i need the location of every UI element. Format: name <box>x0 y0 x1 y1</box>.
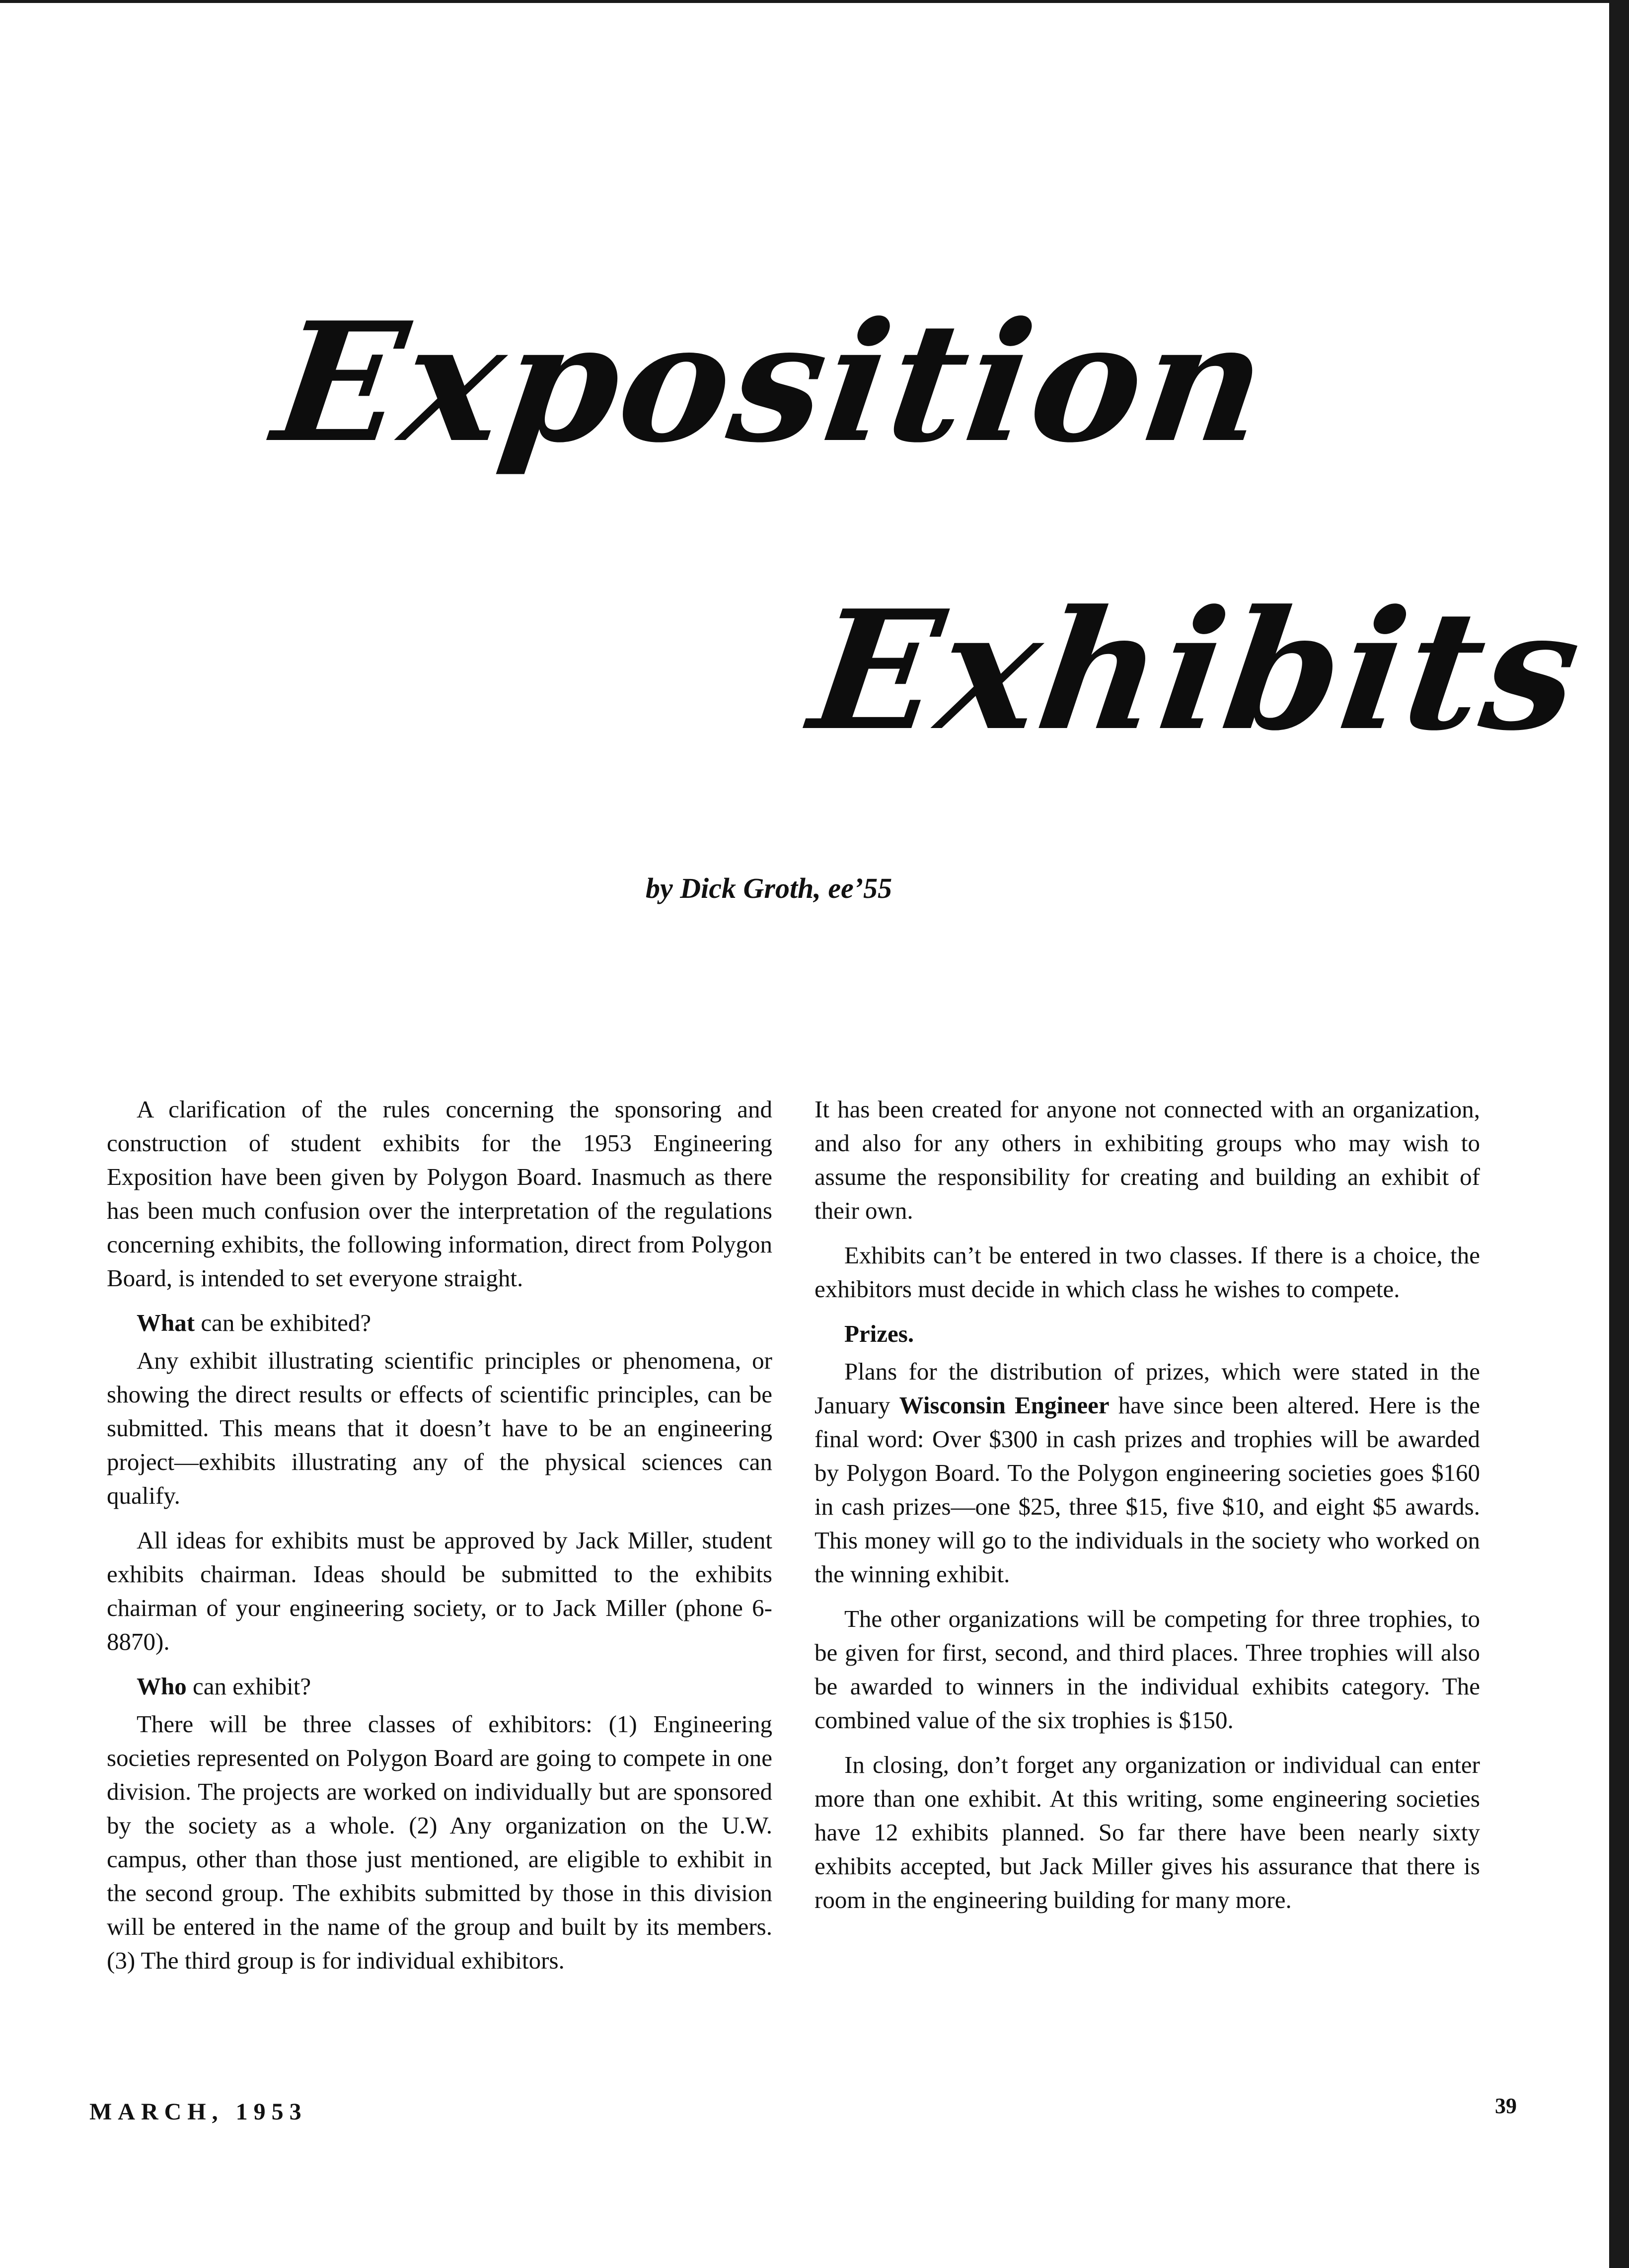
intro-paragraph: A clarification of the rules concerning the sponsoring and construction of student exhibits for the 1953 Engineering Exposition have been given by Polygon Board. Inasmuch as there has been much confusion over the interpretation of the regulations concerning exhibits, the following information, direct from Polygon Board, is intended to set everyone straight. <box>107 1096 772 1292</box>
heading-what-bold: What <box>137 1309 195 1336</box>
heading-prizes-bold: Prizes. <box>844 1320 914 1347</box>
classes-paragraph: Exhibits can’t be entered in two classes. If there is a choice, the exhibitors must decide in which class he wishes to compete. <box>814 1242 1480 1303</box>
heading-who-rest: can exhibit? <box>186 1673 311 1700</box>
title-line-2: Exhibits <box>801 574 1593 767</box>
footer-date: MARCH, 1953 <box>89 2099 307 2125</box>
section-heading-who <box>107 1670 772 1703</box>
prizes-paragraph-1 <box>814 1355 1480 1591</box>
prizes-paragraph-2: The other organizations will be competing for three trophies, to be given for first, second, and third places. Three trophies will also be awarded to winners in the individual exhibits category. The combined value of the six trophies is $150. <box>814 1605 1480 1734</box>
closing-paragraph: In closing, don’t forget any organization or individual can enter more than one exhibit. At this writing, some engineering societies have 12 exhibits planned. So far there have been nearly sixty exhibits accepted, but Jack Miller gives his assurance that there is room in the engineering building for many more. <box>814 1751 1480 1913</box>
prizes-text-a: Plans for the distribution of prizes, which were stated in the January <box>814 1358 1480 1419</box>
what-paragraph-1: Any exhibit illustrating scientific principles or phenomena, or showing the direct results or effects of scientific principles, can be submitted. This means that it doesn’t have to be an engineering project—exhibits illustrating any of the physical sciences can qualify. <box>107 1347 772 1509</box>
what-paragraph-2: All ideas for exhibits must be approved by Jack Miller, student exhibits chairman. Ideas should be submitted to the exhibits chairman of your engineering society, or to Jack Miller (phone 6-8870). <box>107 1527 772 1655</box>
byline: by Dick Groth, ee’55 <box>646 872 892 904</box>
page-right-edge <box>1609 0 1629 2268</box>
who-paragraph: There will be three classes of exhibitors: (1) Engineering societies represented on Polygon Board are going to compete in one division. The projects are worked on individually but are sponsored by the society as a whole. (2) Any organization on the U.W. campus, other than those just mentioned, are eligible to exhibit in the second group. The exhibits submitted by those in this division will be entered in the name of the group and built by its members. (3) The third group is for individual exhibitors. <box>107 1710 772 1974</box>
page-number: 39 <box>1495 2094 1517 2118</box>
page-top-edge <box>0 0 1629 3</box>
section-heading-prizes <box>814 1317 1480 1351</box>
heading-what-rest: can be exhibited? <box>195 1309 371 1336</box>
magazine-name: Wisconsin Engineer <box>899 1391 1110 1419</box>
left-column <box>107 1093 772 1988</box>
section-heading-what <box>107 1306 772 1340</box>
title-line-1: Exposition <box>264 286 1279 479</box>
heading-who-bold: Who <box>137 1673 187 1700</box>
prizes-text-b: have since been altered. Here is the final word: Over $300 in cash prizes and trophies will be awarded by Polygon Board. To the Polygon engineering societies goes $160 in cash prizes—one $25, three $15, five $10, and eight $5 awards. This money will go to the individuals in the society who worked on the winning exhibit. <box>814 1391 1480 1588</box>
continued-paragraph: It has been created for anyone not connected with an organization, and also for any others in exhibiting groups who may wish to assume the responsibility for creating and building an exhibit of their own. <box>814 1096 1480 1224</box>
right-column <box>814 1093 1480 1928</box>
